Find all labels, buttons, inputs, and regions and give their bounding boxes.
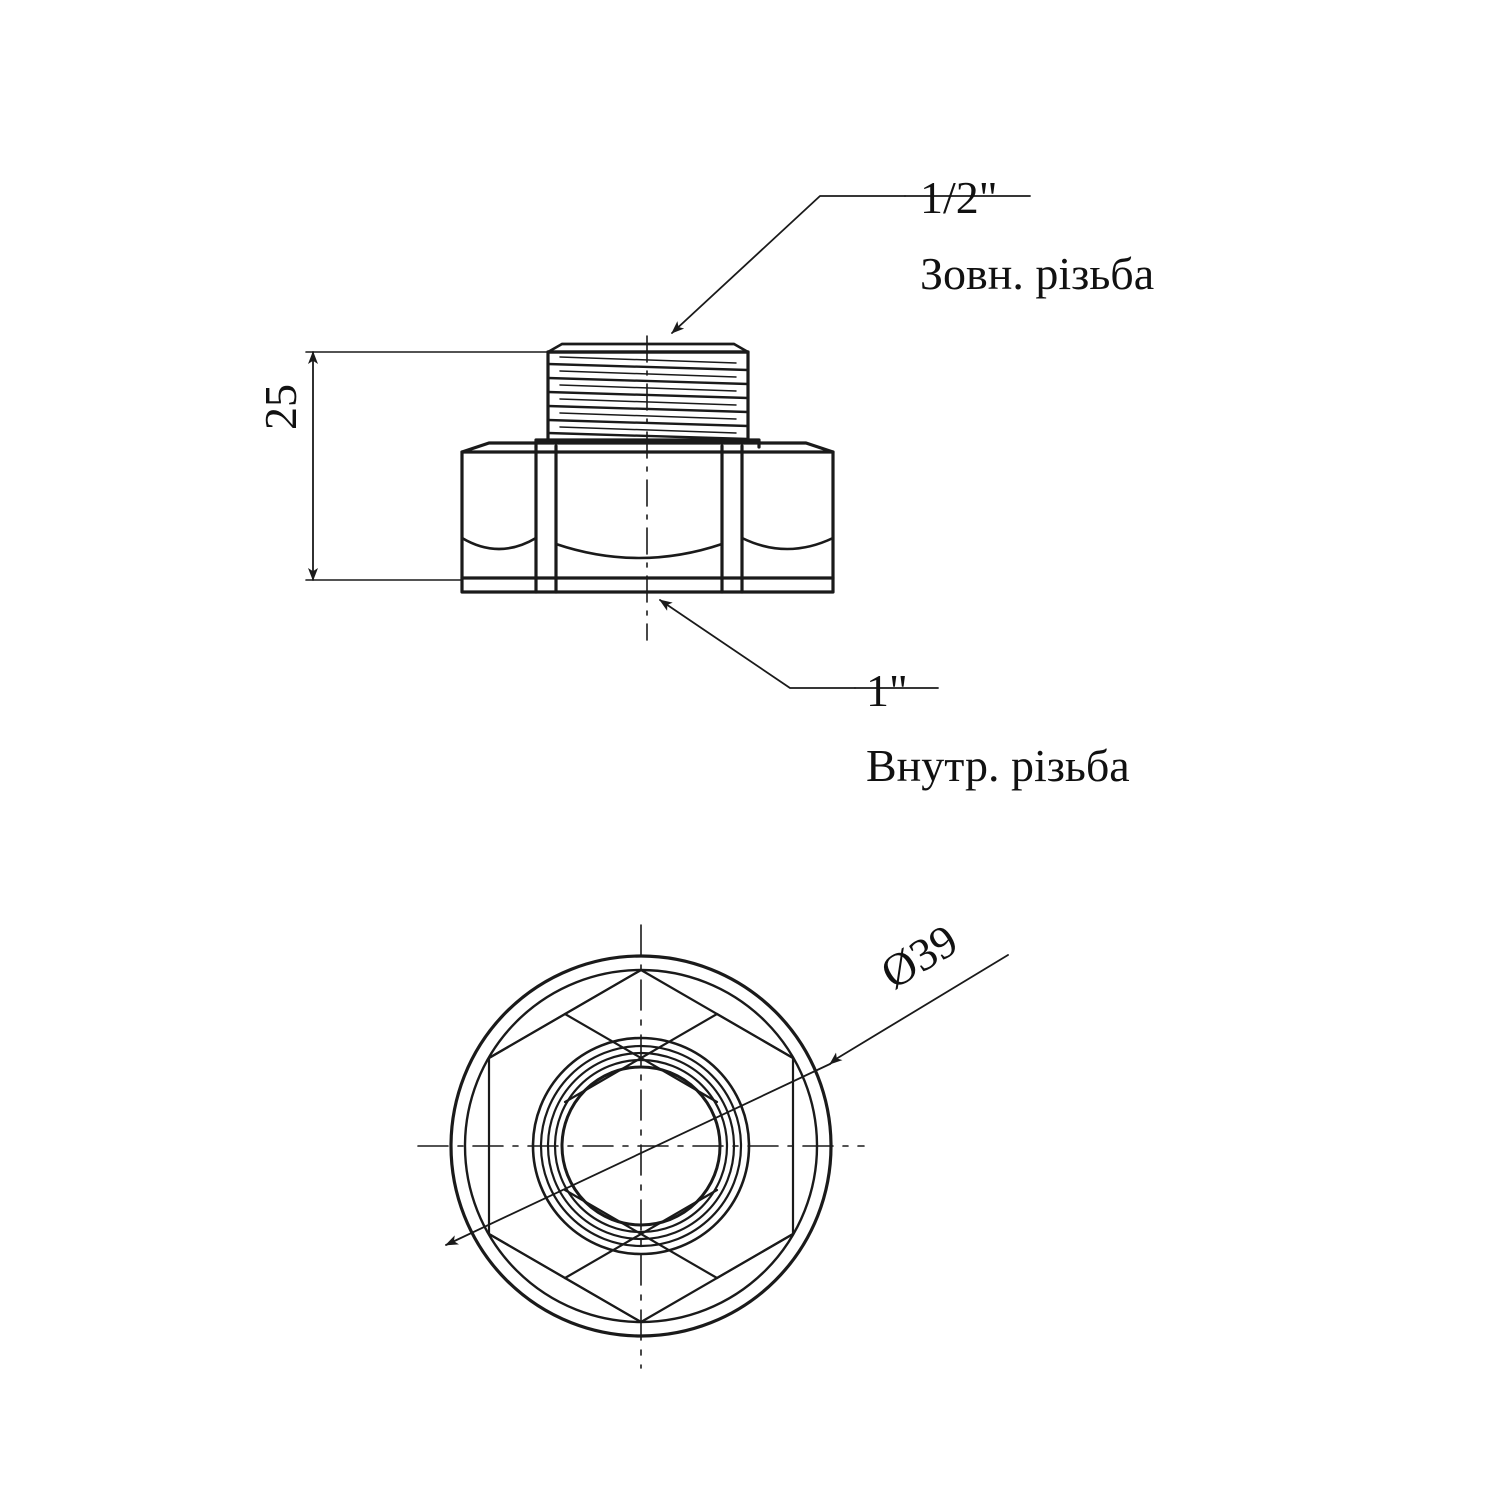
top-view-geometry [418, 925, 864, 1368]
side-view-geometry [462, 336, 833, 640]
height-dimension [306, 352, 548, 580]
label-bottom-thread-size: 1" [866, 665, 908, 716]
label-top-thread-size: 1/2" [920, 172, 998, 223]
diameter-dimension [446, 955, 1008, 1245]
label-top-thread-type: Зовн. різьба [920, 248, 1155, 299]
label-bottom-thread-type: Внутр. різьба [866, 740, 1130, 791]
label-diameter-dimension: Ø39 [872, 914, 967, 999]
label-height-dimension: 25 [255, 384, 306, 430]
